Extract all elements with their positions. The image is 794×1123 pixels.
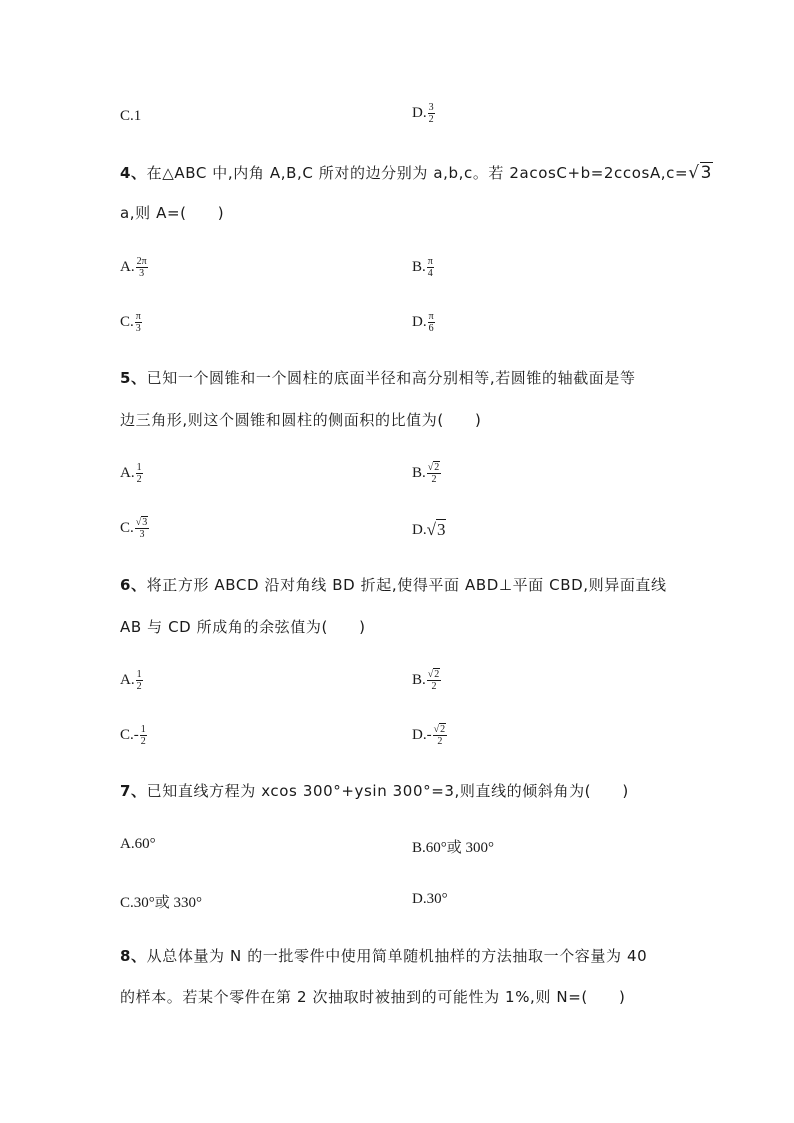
fraction: $\frac{3}{2}$ xyxy=(428,102,434,125)
fraction: $\frac{\pi}{3}$ xyxy=(135,311,141,334)
option-label: B. xyxy=(412,259,426,275)
option-label: C. xyxy=(120,314,134,330)
option-label: A. xyxy=(120,259,135,275)
q4-option-c[interactable] xyxy=(120,311,142,334)
question-5-line-1 xyxy=(120,367,636,389)
question-6-line-1 xyxy=(120,574,667,596)
q5-option-b[interactable] xyxy=(412,462,441,485)
fraction: $\frac{\pi}{6}$ xyxy=(428,311,434,334)
q4-option-a[interactable] xyxy=(120,256,148,279)
q6-option-b[interactable] xyxy=(412,669,441,692)
fraction: $\frac{1}{2}$ xyxy=(140,724,146,747)
fraction: $\frac{1}{2}$ xyxy=(136,462,142,485)
question-text: 已知一个圆锥和一个圆柱的底面半径和高分别相等,若圆锥的轴截面是等 xyxy=(146,369,636,387)
q7-option-d[interactable]: D.30° xyxy=(412,891,448,907)
q7-option-c[interactable]: C.30°或 330° xyxy=(120,895,203,911)
sqrt-symbol: √3 xyxy=(688,163,713,183)
option-label: B. xyxy=(412,672,426,688)
question-number: 4、 xyxy=(120,164,147,182)
question-text: 将正方形 ABCD 沿对角线 BD 折起,使得平面 ABD⊥平面 CBD,则异面直线 xyxy=(146,576,667,594)
question-number: 5、 xyxy=(120,369,147,387)
q6-option-a[interactable] xyxy=(120,669,143,692)
option-label: C.- xyxy=(120,727,139,743)
option-label: C. xyxy=(120,520,134,536)
question-5-line-2: 边三角形,则这个圆锥和圆柱的侧面积的比值为( ) xyxy=(120,411,482,429)
question-8-line-2: 的样本。若某个零件在第 2 次抽取时被抽到的可能性为 1%,则 N=( ) xyxy=(120,988,626,1006)
option-label: B. xyxy=(412,465,426,481)
fraction: $\frac{\pi}{4}$ xyxy=(427,256,433,279)
question-4-line-1 xyxy=(120,162,713,184)
q5-option-c[interactable] xyxy=(120,517,149,540)
question-number: 6、 xyxy=(120,576,147,594)
fraction: $\frac{√2}{2}$ xyxy=(427,669,440,692)
q5-option-a[interactable] xyxy=(120,462,143,485)
q6-option-d[interactable] xyxy=(412,724,447,747)
fraction: $\frac{√2}{2}$ xyxy=(433,724,446,747)
option-value: 1 xyxy=(133,108,142,124)
fraction: $\frac{√3}{3}$ xyxy=(135,517,148,540)
fraction: $\frac{2\pi}{3}$ xyxy=(136,256,147,279)
option-label: C. xyxy=(120,108,134,124)
question-6-line-2: AB 与 CD 所成角的余弦值为( ) xyxy=(120,618,366,636)
option-label: A. xyxy=(120,672,135,688)
fraction: $\frac{1}{2}$ xyxy=(136,669,142,692)
option-label: A. xyxy=(120,465,135,481)
q7-option-a[interactable]: A.60° xyxy=(120,836,156,852)
question-number: 7、 xyxy=(120,782,147,800)
sqrt-symbol: √3 xyxy=(426,520,446,539)
option-label: D. xyxy=(412,105,427,121)
q4-option-b[interactable] xyxy=(412,256,434,279)
q3-option-c[interactable] xyxy=(120,108,141,125)
q5-option-d[interactable] xyxy=(412,520,446,540)
question-number: 8、 xyxy=(120,947,147,965)
question-text: 从总体量为 N 的一批零件中使用简单随机抽样的方法抽取一个容量为 40 xyxy=(146,947,648,965)
q7-option-b[interactable]: B.60°或 300° xyxy=(412,840,495,856)
option-label: D. xyxy=(412,314,427,330)
fraction: $\frac{√2}{2}$ xyxy=(427,462,440,485)
option-label: D.- xyxy=(412,727,432,743)
question-7-line-1 xyxy=(120,780,629,802)
q6-option-c[interactable] xyxy=(120,724,147,747)
q3-option-d[interactable] xyxy=(412,102,435,125)
question-text: 在△ABC 中,内角 A,B,C 所对的边分别为 a,b,c。若 2acosC+b=2ccosA,c= xyxy=(146,164,689,182)
question-4-line-2: a,则 A=( ) xyxy=(120,204,225,222)
q4-option-d[interactable] xyxy=(412,311,435,334)
option-label: D. xyxy=(412,521,427,538)
question-text: 已知直线方程为 xcos 300°+ysin 300°=3,则直线的倾斜角为( ) xyxy=(146,782,629,800)
question-8-line-1 xyxy=(120,945,647,967)
